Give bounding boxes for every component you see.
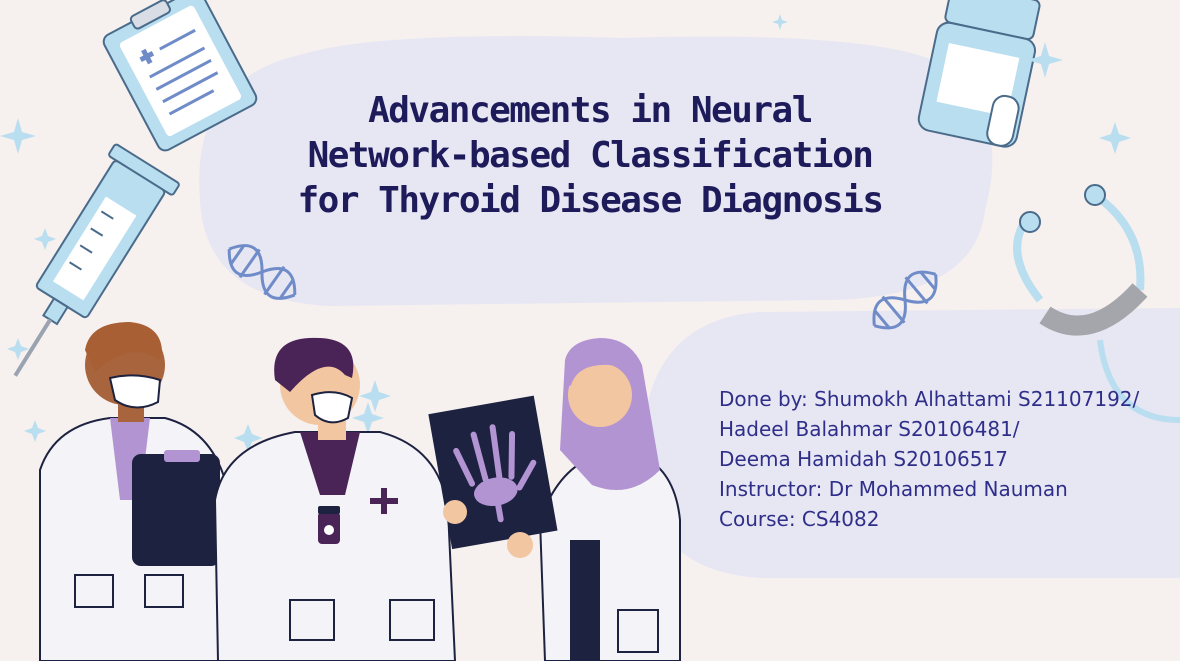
slide-title	[230, 88, 950, 223]
doctor-illustration-1	[40, 322, 225, 661]
credits-student-2: Hadeel Balahmar S20106481/	[719, 417, 1020, 441]
doctor-illustration-2	[215, 338, 455, 661]
title-line-3: for Thyroid Disease Diagnosis	[297, 180, 883, 221]
credits-block	[719, 384, 1169, 534]
title-line-2: Network-based Classification	[307, 135, 873, 176]
credits-done-by: Done by: Shumokh Alhattami S21107192/	[719, 387, 1140, 411]
title-line-1: Advancements in Neural	[368, 90, 812, 131]
doctor-illustration-3	[430, 338, 680, 661]
credits-course: Course: CS4082	[719, 507, 880, 531]
credits-instructor: Instructor: Dr Mohammed Nauman	[719, 477, 1068, 501]
credits-student-3: Deema Hamidah S20106517	[719, 447, 1008, 471]
